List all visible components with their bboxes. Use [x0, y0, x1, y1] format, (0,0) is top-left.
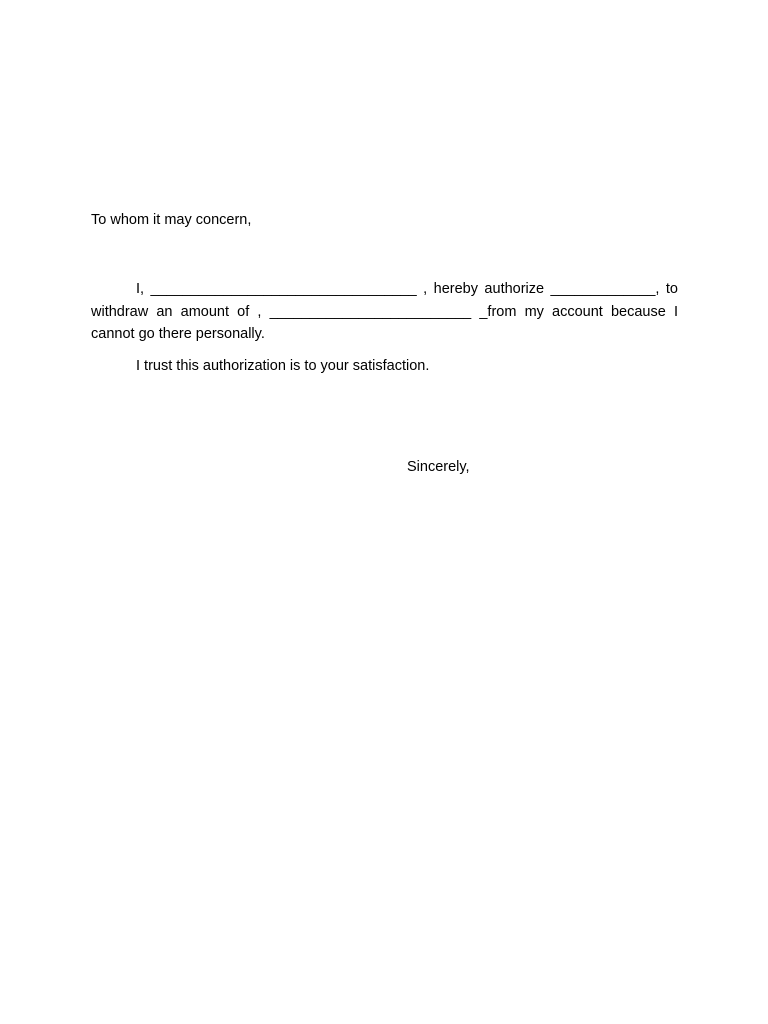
closing: Sincerely, — [407, 459, 470, 475]
authorization-paragraph: I, _________________________________ , hereby authorize _____________, to withdraw an amount of , _________________________ _from my account because I cannot go there personally. — [91, 281, 678, 342]
salutation: To whom it may concern, — [91, 212, 252, 228]
trust-paragraph: I trust this authorization is to your satisfaction. — [136, 358, 430, 374]
